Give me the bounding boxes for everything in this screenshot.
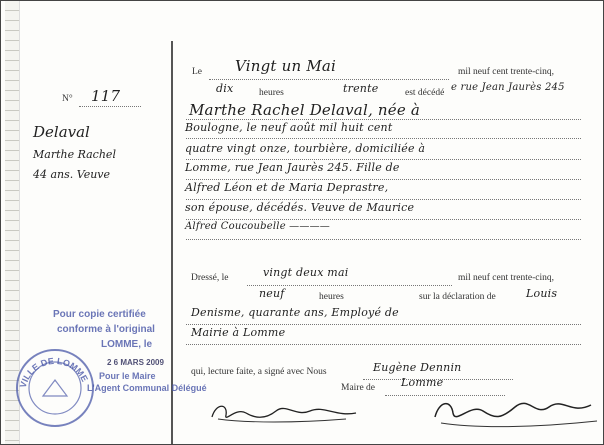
body-rule-3 bbox=[186, 159, 581, 160]
margin-surname: Delaval bbox=[33, 123, 90, 141]
margin-age-status: 44 ans. Veuve bbox=[33, 168, 111, 181]
stamp-line-4: Pour le Maire bbox=[99, 371, 156, 381]
body-rule-5 bbox=[186, 199, 581, 200]
declarant-line-2: Denisme, quarante ans, Employé de bbox=[191, 306, 399, 319]
declarant-line-1: Louis bbox=[526, 287, 558, 300]
margin-given-names: Marthe Rachel bbox=[33, 148, 116, 161]
stamp-line-5: L'Agent Communal Délégué bbox=[87, 383, 207, 393]
body-line-3: quatre vingt onze, tourbière, domiciliée à bbox=[185, 142, 426, 155]
body-rule-2 bbox=[186, 138, 581, 139]
body-rule-7 bbox=[186, 239, 581, 240]
stamp-line-1: Pour copie certifiée bbox=[53, 309, 146, 320]
le-label: Le bbox=[192, 67, 203, 77]
death-year: mil neuf cent trente-cinq, bbox=[458, 67, 555, 77]
declarant-signature bbox=[206, 397, 366, 427]
declaration-date: vingt deux mai bbox=[263, 266, 349, 279]
stamp-date: 2 6 MARS 2009 bbox=[107, 358, 164, 367]
dresse-label: Dressé, le bbox=[191, 273, 229, 283]
body-line-5: Alfred Léon et de Maria Deprastre, bbox=[185, 181, 389, 194]
body-line-6: son épouse, décédés. Veuve de Maurice bbox=[185, 201, 415, 214]
record-number-value: 117 bbox=[91, 87, 121, 105]
closing-text: qui, lecture faite, a signé avec Nous bbox=[191, 367, 327, 377]
sur-la-declaration-label: sur la déclaration de bbox=[419, 292, 496, 302]
declarant-rule-2 bbox=[186, 324, 581, 325]
date-rule bbox=[209, 79, 449, 80]
maire-label: Maire de bbox=[341, 383, 376, 393]
body-line-4: Lomme, rue Jean Jaurès 245. Fille de bbox=[185, 161, 400, 174]
body-line-7: Alfred Coucoubelle ———— bbox=[185, 221, 330, 232]
stamp-line-2: conforme à l'original bbox=[57, 324, 155, 335]
est-decede-label: est décédé bbox=[405, 88, 445, 98]
official-name: Eugène Dennin bbox=[373, 361, 462, 374]
declarant-line-3: Mairie à Lomme bbox=[191, 326, 286, 339]
declaration-year: mil neuf cent trente-cinq, bbox=[458, 273, 555, 283]
record-number-label: N° bbox=[62, 94, 73, 104]
svg-text:VILLE DE LOMME: VILLE DE LOMME bbox=[17, 355, 90, 389]
municipal-seal bbox=[13, 346, 97, 430]
declaration-heures-label: heures bbox=[319, 292, 344, 302]
record-number-rule bbox=[79, 106, 141, 107]
death-place: e rue Jean Jaurès 245 bbox=[451, 82, 565, 93]
official-signature bbox=[431, 393, 601, 433]
stamp-line-3: LOMME, le bbox=[101, 339, 153, 350]
dresse-rule bbox=[247, 285, 452, 286]
body-line-2: Boulogne, le neuf août mil huit cent bbox=[185, 121, 393, 134]
death-minutes: trente bbox=[343, 82, 379, 95]
body-line-1: Marthe Rachel Delaval, née à bbox=[189, 101, 421, 119]
body-rule-6 bbox=[186, 219, 581, 220]
body-rule-1 bbox=[186, 119, 581, 120]
commune-name: Lomme bbox=[401, 376, 444, 389]
declaration-hour: neuf bbox=[259, 287, 285, 300]
body-rule-4 bbox=[186, 179, 581, 180]
death-hour: dix bbox=[216, 82, 234, 95]
heures-label: heures bbox=[259, 88, 284, 98]
death-date: Vingt un Mai bbox=[235, 57, 337, 75]
declarant-rule-3 bbox=[186, 344, 581, 345]
